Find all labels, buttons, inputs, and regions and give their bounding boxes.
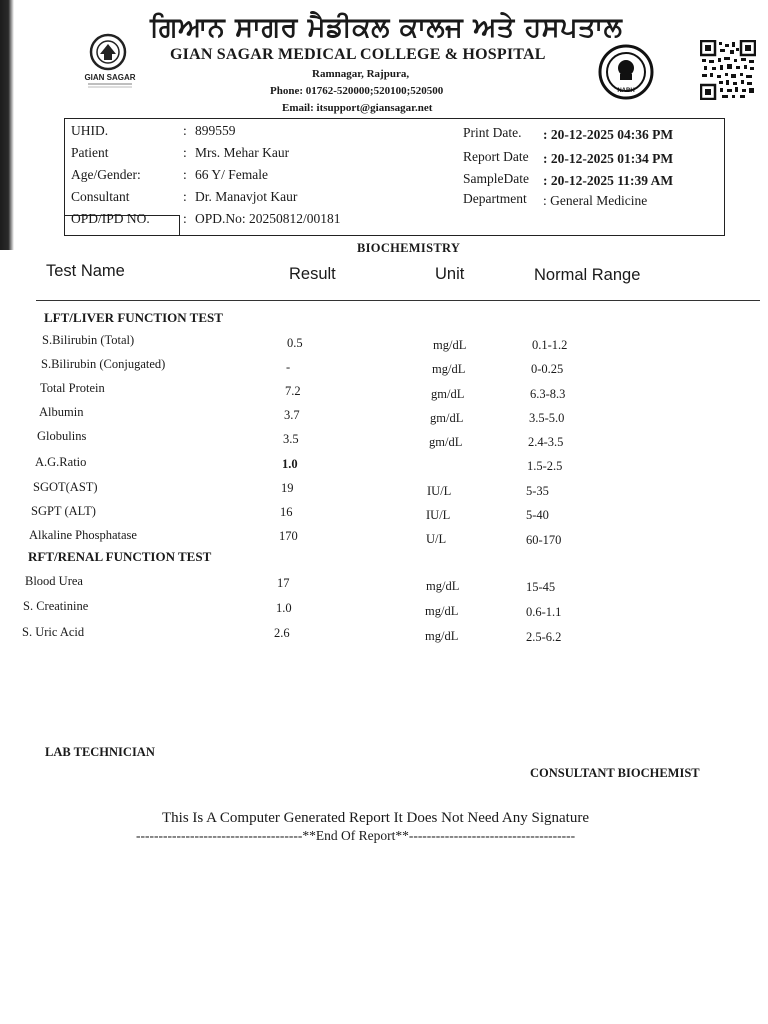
test-name: S. Creatinine: [23, 599, 89, 613]
test-result: 16: [280, 505, 293, 519]
nabh-text: NABH: [617, 88, 635, 94]
test-range: 0.6-1.1: [526, 605, 562, 619]
test-result: 19: [281, 481, 294, 495]
computer-generated-note: This Is A Computer Generated Report It Does Not Need Any Signature: [162, 810, 590, 826]
logo-text: GIAN SAGAR: [84, 73, 136, 82]
test-unit: gm/dL: [431, 387, 465, 401]
test-unit: IU/L: [426, 508, 451, 522]
test-unit: gm/dL: [429, 435, 463, 449]
test-name: SGOT(AST): [33, 480, 98, 494]
patient-label: Patient: [71, 145, 109, 160]
test-name: Albumin: [39, 405, 84, 419]
test-result: 1.0: [276, 601, 292, 615]
patient-value: Mrs. Mehar Kaur: [195, 145, 290, 160]
college-phone: Phone: 01762-520000;520100;520500: [270, 85, 444, 97]
test-name: Alkaline Phosphatase: [29, 528, 137, 542]
opd-ipd-value: OPD.No: 20250812/00181: [195, 211, 341, 226]
sample-date-label: SampleDate: [463, 171, 529, 186]
test-result: 17: [277, 576, 290, 590]
test-range: 6.3-8.3: [530, 387, 566, 401]
college-crest-icon: [84, 32, 136, 90]
colon: :: [183, 189, 187, 204]
college-email: Email: itsupport@giansagar.net: [282, 102, 433, 114]
test-unit: mg/dL: [426, 579, 460, 593]
column-test-name: Test Name: [46, 262, 125, 280]
test-result: 0.5: [287, 336, 303, 350]
test-result: 1.0: [282, 457, 298, 471]
colon: :: [183, 167, 187, 182]
patient-info-box: [64, 118, 725, 236]
test-name: Blood Urea: [25, 574, 83, 588]
uhid-value: 899559: [195, 123, 236, 138]
test-range: 1.5-2.5: [527, 459, 563, 473]
group-title-rft: RFT/RENAL FUNCTION TEST: [28, 549, 212, 564]
test-name: A.G.Ratio: [35, 455, 87, 469]
test-unit: gm/dL: [430, 411, 464, 425]
column-unit: Unit: [435, 265, 465, 283]
test-range: 3.5-5.0: [529, 411, 565, 425]
test-result: 2.6: [274, 626, 290, 640]
nabh-seal-icon: [598, 44, 654, 100]
test-name: S.Bilirubin (Total): [42, 333, 135, 347]
test-name: S. Uric Acid: [22, 625, 85, 639]
consultant-label: Consultant: [71, 189, 130, 204]
opd-row-divider-vertical: [179, 215, 180, 235]
test-unit: U/L: [426, 532, 447, 546]
college-name: GIAN SAGAR MEDICAL COLLEGE & HOSPITAL: [170, 46, 546, 63]
consultant-biochemist-signature: CONSULTANT BIOCHEMIST: [530, 766, 700, 780]
test-unit: mg/dL: [433, 338, 467, 352]
print-date-label: Print Date.: [463, 125, 522, 140]
test-unit: mg/dL: [425, 629, 459, 643]
test-result: 3.7: [284, 408, 300, 422]
print-date-value: : 20-12-2025 04:36 PM: [543, 127, 674, 142]
colon: :: [183, 145, 187, 160]
department-label: Department: [463, 191, 527, 206]
test-name: Total Protein: [40, 381, 105, 395]
age-gender-value: 66 Y/ Female: [195, 167, 268, 182]
sample-date-value: : 20-12-2025 11:39 AM: [543, 173, 674, 188]
test-range: 0-0.25: [531, 362, 564, 376]
end-of-report: -------------------------------------**End Of Report**-------------------------------------: [136, 828, 576, 843]
report-date-value: : 20-12-2025 01:34 PM: [543, 151, 674, 166]
group-title-lft: LFT/LIVER FUNCTION TEST: [44, 310, 223, 325]
test-name: Globulins: [37, 429, 87, 443]
uhid-label: UHID.: [71, 123, 109, 138]
column-normal-range: Normal Range: [534, 266, 641, 284]
test-name: SGPT (ALT): [31, 504, 96, 518]
department-value: : General Medicine: [543, 193, 648, 208]
test-range: 15-45: [526, 580, 556, 594]
colon: :: [183, 123, 187, 138]
opd-ipd-label: OPD/IPD NO.: [71, 211, 150, 226]
test-result: 3.5: [283, 432, 299, 446]
test-result: -: [286, 360, 291, 374]
test-range: 2.5-6.2: [526, 630, 562, 644]
college-name-punjabi: ਗਿਆਨ ਸਾਗਰ ਮੈਡੀਕਲ ਕਾਲਜ ਅਤੇ ਹਸਪਤਾਲ: [150, 12, 623, 43]
test-unit: mg/dL: [425, 604, 459, 618]
test-unit: IU/L: [427, 484, 452, 498]
header-rule: [36, 300, 760, 301]
section-title: BIOCHEMISTRY: [357, 241, 461, 255]
test-unit: mg/dL: [432, 362, 466, 376]
test-range: 5-40: [526, 508, 549, 522]
test-range: 0.1-1.2: [532, 338, 568, 352]
test-name: S.Bilirubin (Conjugated): [41, 357, 166, 371]
college-address: Ramnagar, Rajpura,: [312, 68, 410, 80]
consultant-value: Dr. Manavjot Kaur: [195, 189, 298, 204]
column-result: Result: [289, 265, 336, 283]
qr-code-icon: [700, 40, 756, 100]
test-range: 5-35: [526, 484, 549, 498]
lab-technician-signature: LAB TECHNICIAN: [45, 745, 155, 759]
page-edge-shadow: [0, 0, 14, 250]
test-result: 7.2: [285, 384, 301, 398]
colon: :: [183, 211, 187, 226]
test-range: 2.4-3.5: [528, 435, 564, 449]
age-gender-label: Age/Gender:: [71, 167, 141, 182]
test-range: 60-170: [526, 533, 562, 547]
report-date-label: Report Date: [463, 149, 529, 164]
test-result: 170: [279, 529, 298, 543]
